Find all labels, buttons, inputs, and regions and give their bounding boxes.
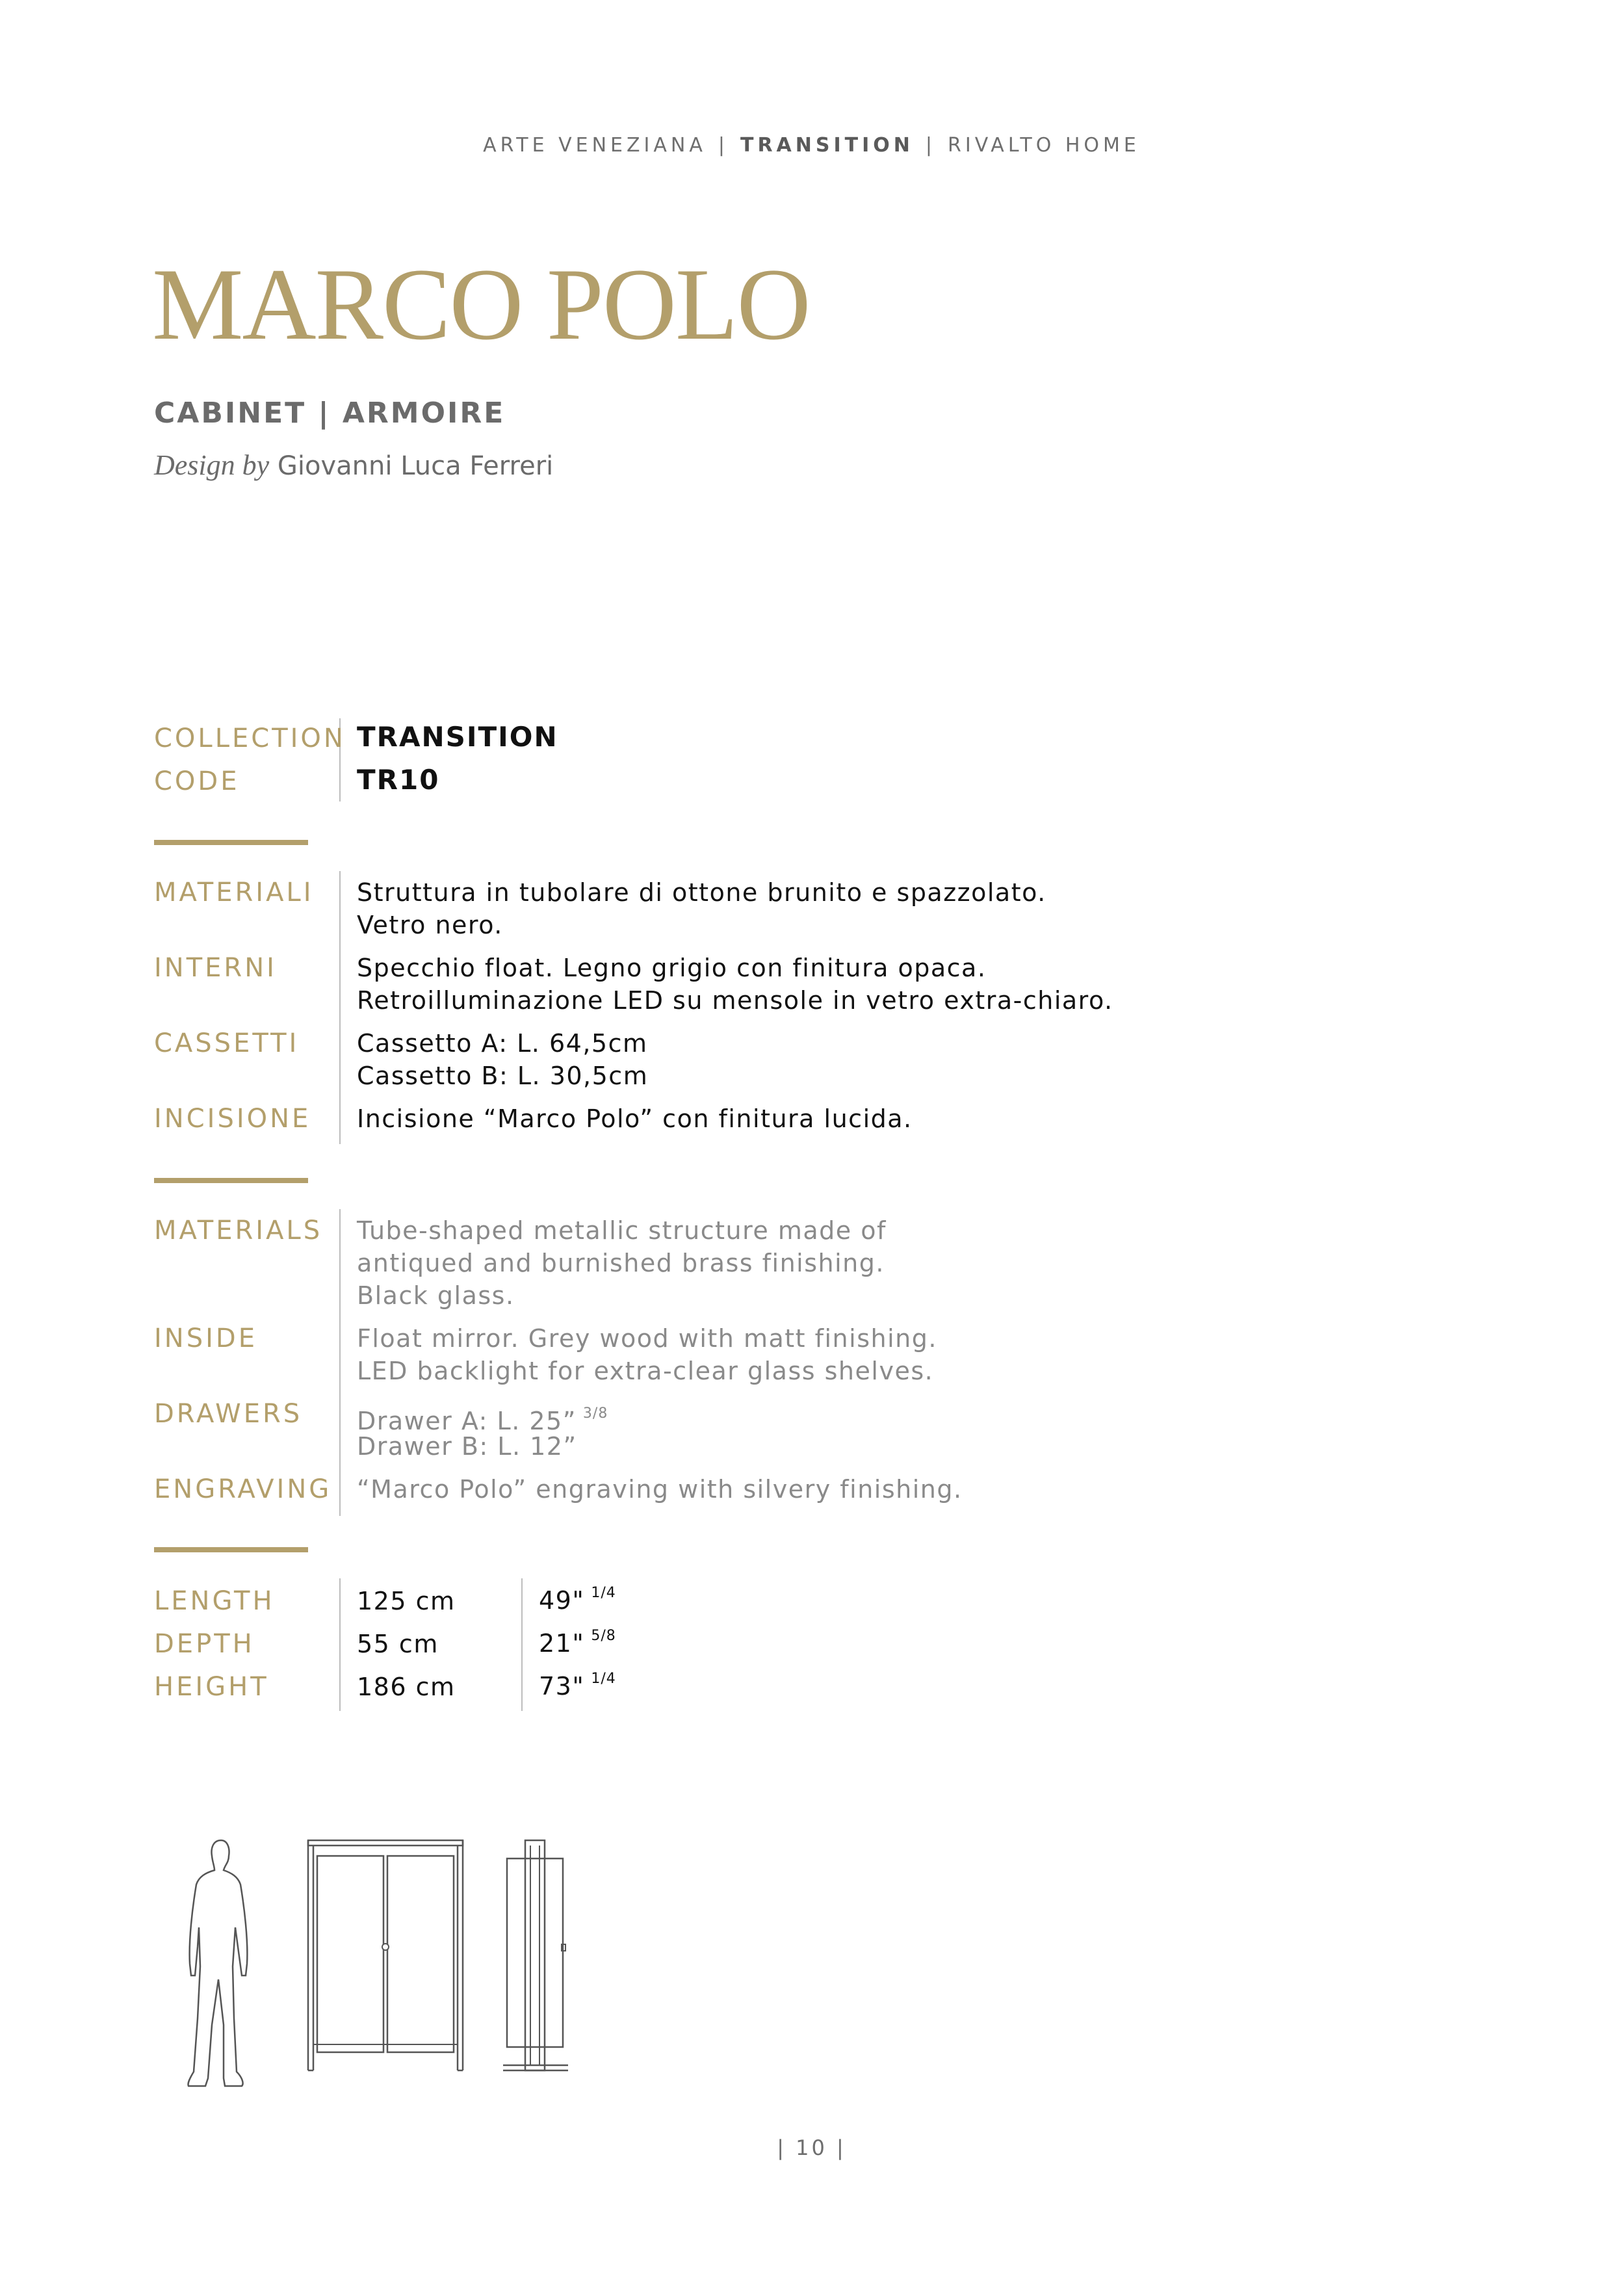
interni-label: INTERNI — [154, 953, 277, 983]
cabinet-front-drawing — [304, 1836, 467, 2077]
page-number: | 10 | — [777, 2135, 846, 2160]
interni-line-1: Specchio float. Legno grigio con finitura opaca. — [357, 954, 987, 982]
inside-line-2: LED backlight for extra-clear glass shelves. — [357, 1357, 934, 1385]
drawers-line-1: Drawer A: L. 25” $^{3/8}$ — [357, 1405, 608, 1435]
divider-rule-2 — [154, 1178, 308, 1183]
materials-line-1: Tube-shaped metallic structure made of — [357, 1216, 887, 1245]
italian-divider — [339, 871, 341, 1144]
depth-label: DEPTH — [154, 1629, 255, 1659]
materials-line-2: antiqued and burnished brass finishing. — [357, 1249, 885, 1277]
dimensions-divider-2 — [521, 1578, 523, 1711]
drawer-a-fraction: 3/8 — [582, 1405, 608, 1422]
code-label: CODE — [154, 766, 240, 796]
human-scale-figure — [182, 1836, 260, 2090]
header-breadcrumb: ARTE VENEZIANA | TRANSITION | RIVALTO HOME — [483, 134, 1140, 157]
materiali-line-2: Vetro nero. — [357, 911, 503, 939]
inside-line-1: Float mirror. Grey wood with matt finishing. — [357, 1324, 937, 1353]
cassetti-line-1: Cassetto A: L. 64,5cm — [357, 1029, 648, 1058]
designer-name: Giovanni Luca Ferreri — [277, 451, 554, 481]
materiali-line-1: Struttura in tubolare di ottone brunito e spazzolato. — [357, 878, 1046, 907]
engraving-label: ENGRAVING — [154, 1474, 332, 1504]
divider-rule-3 — [154, 1547, 308, 1552]
drawers-label: DRAWERS — [154, 1399, 303, 1429]
depth-inches: 21" $^{5/8}$ — [539, 1628, 616, 1658]
divider-rule-1 — [154, 840, 308, 845]
collection-value: TRANSITION — [357, 721, 558, 753]
materials-label: MATERIALS — [154, 1216, 323, 1246]
english-divider — [339, 1209, 341, 1516]
header-right: RIVALTO HOME — [948, 134, 1140, 157]
header-center: TRANSITION — [740, 134, 914, 157]
height-inches: 73" $^{1/4}$ — [539, 1671, 616, 1701]
drawers-line-2: Drawer B: L. 12” — [357, 1432, 577, 1461]
length-label: LENGTH — [154, 1586, 275, 1616]
product-subtitle: CABINET | ARMOIRE — [154, 397, 506, 430]
cabinet-side-drawing — [500, 1836, 572, 2077]
engraving-line-1: “Marco Polo” engraving with silvery finishing. — [357, 1475, 963, 1504]
collection-label: COLLECTION — [154, 724, 346, 753]
materiali-label: MATERIALI — [154, 878, 314, 907]
code-value: TR10 — [357, 764, 440, 796]
product-title: MARCO POLO — [152, 248, 810, 361]
dimensions-divider-1 — [339, 1578, 341, 1711]
depth-metric: 55 cm — [357, 1630, 439, 1658]
length-metric: 125 cm — [357, 1587, 456, 1615]
designer-label: Design by — [154, 449, 270, 481]
incisione-label: INCISIONE — [154, 1104, 311, 1134]
interni-line-2: Retroilluminazione LED su mensole in vetro extra-chiaro. — [357, 986, 1113, 1015]
header-left: ARTE VENEZIANA — [483, 134, 707, 157]
designer-credit — [154, 449, 553, 482]
height-label: HEIGHT — [154, 1672, 269, 1702]
incisione-line-1: Incisione “Marco Polo” con finitura lucida. — [357, 1104, 913, 1133]
cassetti-line-2: Cassetto B: L. 30,5cm — [357, 1062, 649, 1090]
materials-line-3: Black glass. — [357, 1281, 515, 1310]
height-metric: 186 cm — [357, 1673, 456, 1701]
cassetti-label: CASSETTI — [154, 1028, 300, 1058]
inside-label: INSIDE — [154, 1324, 257, 1353]
length-inches: 49" $^{1/4}$ — [539, 1585, 616, 1615]
